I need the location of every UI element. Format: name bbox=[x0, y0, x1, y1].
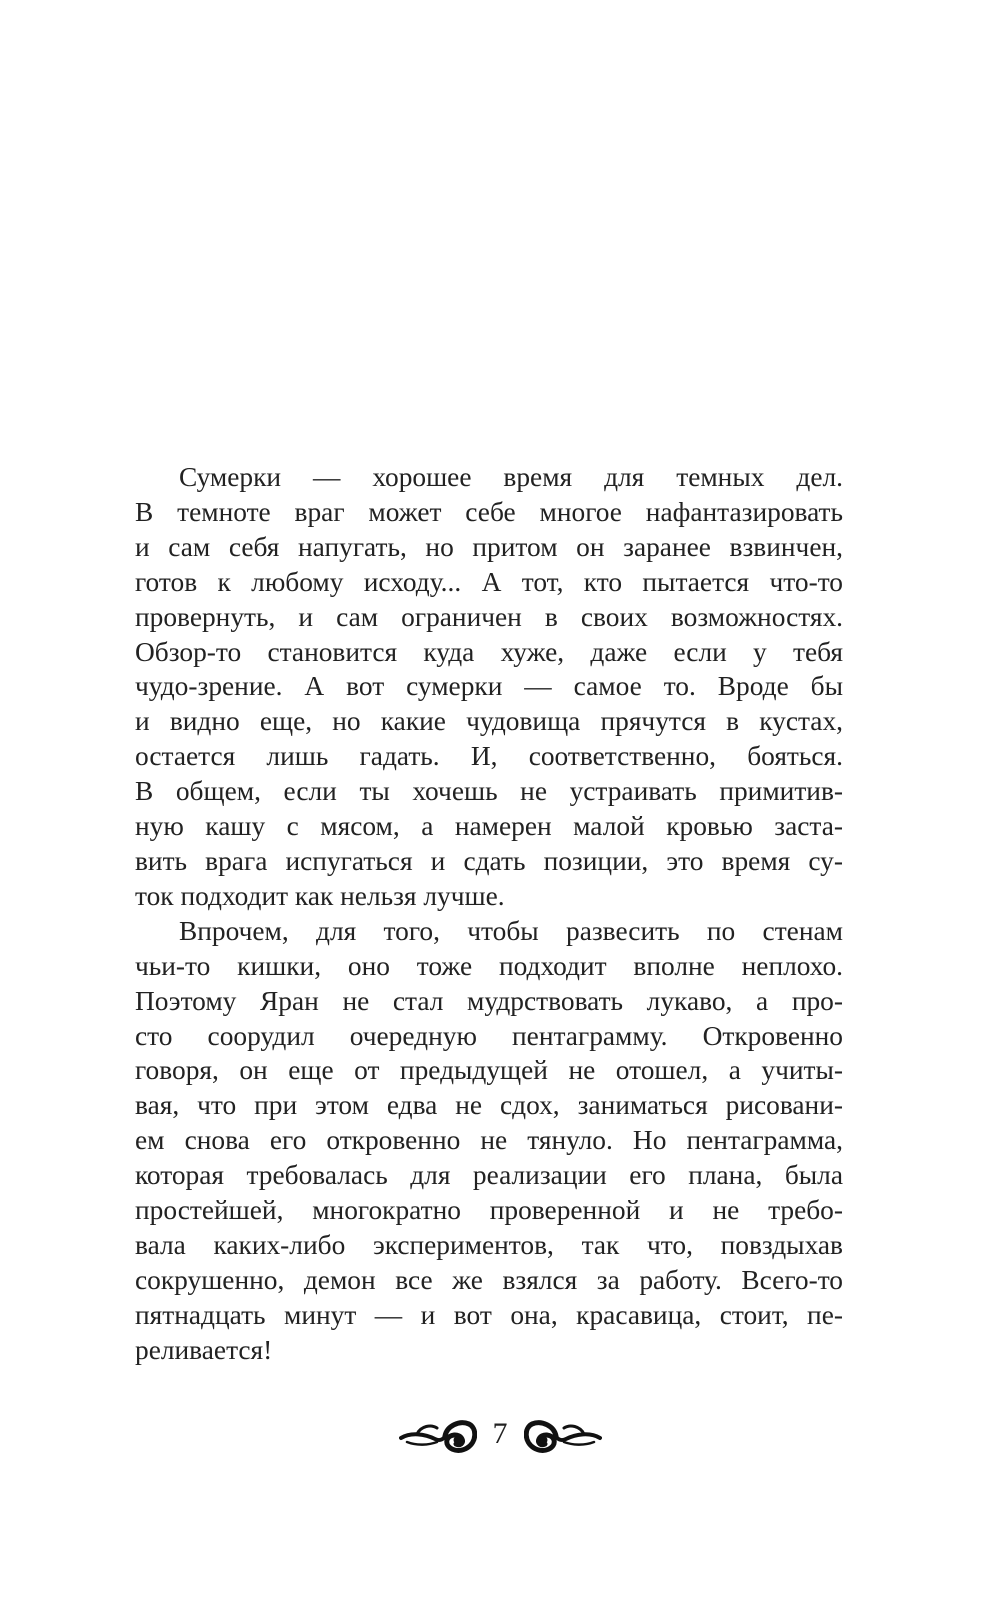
text-line: вая, что при этом едва не сдох, заниматься рисовани- bbox=[135, 1090, 843, 1121]
page-number: 7 bbox=[492, 1417, 508, 1450]
body-text bbox=[135, 460, 843, 1368]
text-line: реливается! bbox=[135, 1334, 273, 1365]
text-line: чьи-то кишки, оно тоже подходит вполне неплохо. bbox=[135, 950, 843, 981]
text-line: Впрочем, для того, чтобы развесить по стенам bbox=[179, 915, 843, 946]
text-line: ток подходит как нельзя лучше. bbox=[135, 880, 505, 911]
paragraph-2 bbox=[135, 914, 843, 1368]
right-flourish-icon bbox=[524, 1412, 602, 1456]
text-line: которая требовалась для реализации его плана, была bbox=[135, 1160, 843, 1191]
text-line: готов к любому исходу... А тот, кто пытается что-то bbox=[135, 566, 843, 597]
text-line: ную кашу с мясом, а намерен малой кровью заста- bbox=[135, 811, 843, 842]
text-line: Поэтому Яран не стал мудрствовать лукаво, а про- bbox=[135, 985, 843, 1016]
text-line: и видно еще, но какие чудовища прячутся в кустах, bbox=[135, 706, 843, 737]
text-line: Обзор-то становится куда хуже, даже если у тебя bbox=[135, 636, 843, 667]
text-line: вить врага испугаться и сдать позиции, это время су- bbox=[135, 845, 843, 876]
text-line: пятнадцать минут — и вот она, красавица, стоит, пе- bbox=[135, 1299, 843, 1330]
text-line: сто соорудил очередную пентаграмму. Откровенно bbox=[135, 1020, 843, 1051]
text-line: Сумерки — хорошее время для темных дел. bbox=[179, 462, 843, 492]
text-line: чудо-зрение. А вот сумерки — самое то. Вроде бы bbox=[135, 671, 843, 702]
left-flourish-icon bbox=[399, 1412, 477, 1456]
paragraph-1 bbox=[135, 460, 843, 914]
text-line: ем снова его откровенно не тянуло. Но пентаграмма, bbox=[135, 1125, 843, 1156]
text-line: сокрушенно, демон все же взялся за работу. Всего-то bbox=[135, 1264, 843, 1295]
page-footer bbox=[0, 1412, 1000, 1456]
text-line: остается лишь гадать. И, соответственно, бояться. bbox=[135, 741, 843, 772]
text-line: простейшей, многократно проверенной и не требо- bbox=[135, 1195, 843, 1226]
text-line: провернуть, и сам ограничен в своих возможностях. bbox=[135, 601, 843, 632]
text-line: В темноте враг может себе многое нафантазировать bbox=[135, 496, 843, 527]
text-line: говоря, он еще от предыдущей не отошел, а учиты- bbox=[135, 1055, 843, 1086]
text-line: вала каких-либо экспериментов, так что, повздыхав bbox=[135, 1229, 843, 1260]
text-line: и сам себя напугать, но притом он заранее взвинчен, bbox=[135, 531, 843, 562]
text-line: В общем, если ты хочешь не устраивать примитив- bbox=[135, 776, 843, 807]
